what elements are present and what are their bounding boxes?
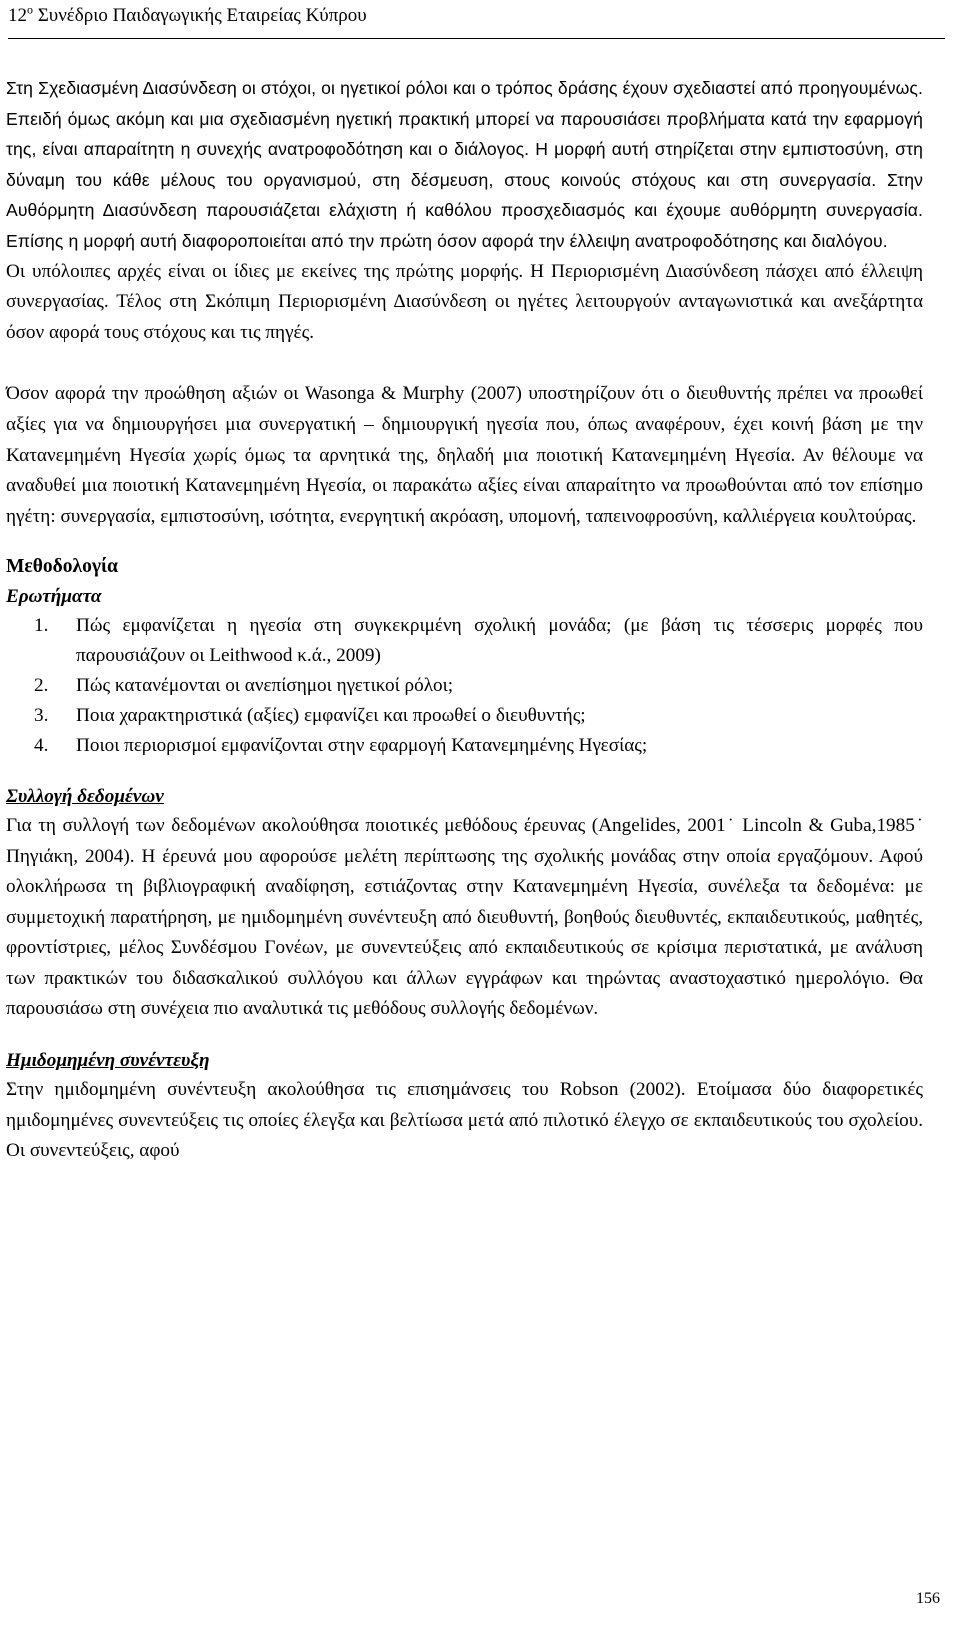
list-item-text: Πώς κατανέμονται οι ανεπίσημοι ηγετικοί ρόλοι; [76, 674, 454, 696]
list-item [6, 671, 923, 701]
research-questions-list [6, 611, 923, 761]
paragraph-values-promotion: Όσον αφορά την προώθηση αξιών οι Wasonga & Murphy (2007) υποστηρίζουν ότι ο διευθυντής πρέπει να προωθεί αξίες για να δημιουργήσει μια συνεργατική – δημιουργική ηγεσία που, όπως αναφέρουν, έχει κοινή βάση με την Κατανεμημένη Ηγεσία χωρίς όμως τα αρνητικά της, δηλαδή μια ποιοτική Κατανεμημένη Ηγεσία. Αν θέλουμε να αναδυθεί μια ποιοτική Κατανεμημένη Ηγεσία, οι παρακάτω αξίες είναι απαραίτητο να προωθούνται από τον επίσημο ηγέτη: συνεργασία, εμπιστοσύνη, ισότητα, ενεργητική ακρόαση, υπομονή, ταπεινοφροσύνη, καλλιέργεια κουλτούρας. [6, 383, 923, 527]
spacer [6, 532, 923, 552]
methodology-heading: Μεθοδολογία [6, 556, 118, 578]
list-item-number: 2. [34, 674, 49, 696]
conference-number: 12 [8, 5, 27, 26]
ordinal-superscript: ο [27, 2, 33, 17]
paragraph-distributed-leadership-forms: Στη Σχεδιασμένη Διασύνδεση οι στόχοι, οι ηγετικοί ρόλοι και ο τρόπος δράσης έχουν σχεδιαστεί από προηγουμένως. Επειδή όμως ακόμη και μια σχεδιασμένη ηγετική πρακτική μπορεί να παρουσιάσει προβλήματα κατά την εφαρμογή της, είναι απαραίτητη η συνεχής ανατροφοδότηση και ο διάλογος. Η μορφή αυτή στηρίζεται στην εμπιστοσύνη, στη δύναμη του κάθε μέλους του οργανισμού, στη δέσμευση, στους κοινούς στόχους και στη συνεργασία. Στην Αυθόρμητη Διασύνδεση παρουσιάζεται ελάχιστη ή καθόλου προσχεδιασμός και έχουμε αυθόρμητη συνεργασία. Επίσης η μορφή αυτή διαφοροποιείται από την πρώτη όσον αφορά την έλλειψη ανατροφοδότησης και διαλόγου. [6, 78, 923, 251]
list-item [6, 701, 923, 731]
list-item-number: 1. [34, 614, 49, 636]
page-header [8, 2, 948, 30]
paragraph-data-collection: Για τη συλλογή των δεδομένων ακολούθησα ποιοτικές μεθόδους έρευνας (Angelides, 2001˙ Lincoln & Guba,1985˙ Πηγιάκη, 2004). Η έρευνά μου αφορούσε μελέτη περίπτωσης της σχολικής μονάδας στην οποία εργαζόμουν. Αφού ολοκλήρωσα τη βιβλιογραφική αναδίφηση, εστιάζοντας στην Κατανεμημένη Ηγεσία, συνέλεξα τα δεδομένα: με συμμετοχική παρατήρηση, με ημιδομημένη συνέντευξη από διευθυντή, βοηθούς διευθυντές, εκπαιδευτικούς, μαθητές, φροντίστριες, μέλος Συνδέσμου Γονέων, με συνεντεύξεις από εκπαιδευτικούς σε κρίσιμα περιστατικά, με ανάλυση των πρακτικών του διδασκαλικού συλλόγου και άλλων εγγράφων και τηρώντας αναστοχαστικό ημερολόγιο. Θα παρουσιάσω στη συνέχεια πιο αναλυτικά τις μεθόδους συλλογής δεδομένων. [6, 814, 923, 1020]
spacer [6, 348, 923, 379]
list-item-number: 4. [34, 734, 49, 756]
list-item-text: Πώς εμφανίζεται η ηγεσία στη συγκεκριμένη σχολική μονάδα; (με βάση τις τέσσερις μορφές που παρουσιάζουν οι Leithwood κ.ά., 2009) [76, 614, 923, 666]
list-item-text: Ποιοι περιορισμοί εμφανίζονται στην εφαρμογή Κατανεμημένης Ηγεσίας; [76, 734, 648, 756]
interview-heading: Ημιδομημένη συνέντευξη [6, 1050, 210, 1072]
data-collection-heading: Συλλογή δεδομένων [6, 785, 164, 807]
paragraph-other-forms: Οι υπόλοιπες αρχές είναι οι ίδιες με εκείνες της πρώτης μορφής. Η Περιορισμένη Διασύνδεση πάσχει από έλλειψη συνεργασίας. Τέλος στη Σκόπιμη Περιορισμένη Διασύνδεση οι ηγέτες λειτουργούν ανταγωνιστικά και ανεξάρτητα όσον αφορά τους στόχους και τις πηγές. [6, 260, 923, 343]
list-item [6, 611, 923, 671]
list-item-number: 3. [34, 704, 49, 726]
conference-name: Συνέδριο Παιδαγωγικής Εταιρείας Κύπρου [37, 5, 367, 26]
paragraph-interview: Στην ημιδομημένη συνέντευξη ακολούθησα τις επισημάνσεις του Robson (2002). Ετοίμασα δύο διαφορετικές ημιδομημένες συνεντεύξεις τις οποίες έλεγξα και βελτίωσα μετά από πιλοτικό έλεγχο σε εκπαιδευτικούς του σχολείου. Οι συνεντεύξεις, αφού [6, 1079, 923, 1162]
header-divider [8, 38, 945, 39]
spacer [6, 1025, 923, 1047]
spacer [6, 761, 923, 783]
list-item-text: Ποια χαρακτηριστικά (αξίες) εμφανίζει και προωθεί ο διευθυντής; [76, 704, 586, 726]
list-item [6, 731, 923, 761]
questions-heading: Ερωτήματα [6, 585, 102, 607]
page-number: 156 [916, 1590, 940, 1607]
document-body [6, 73, 923, 1167]
conference-title [8, 2, 948, 30]
